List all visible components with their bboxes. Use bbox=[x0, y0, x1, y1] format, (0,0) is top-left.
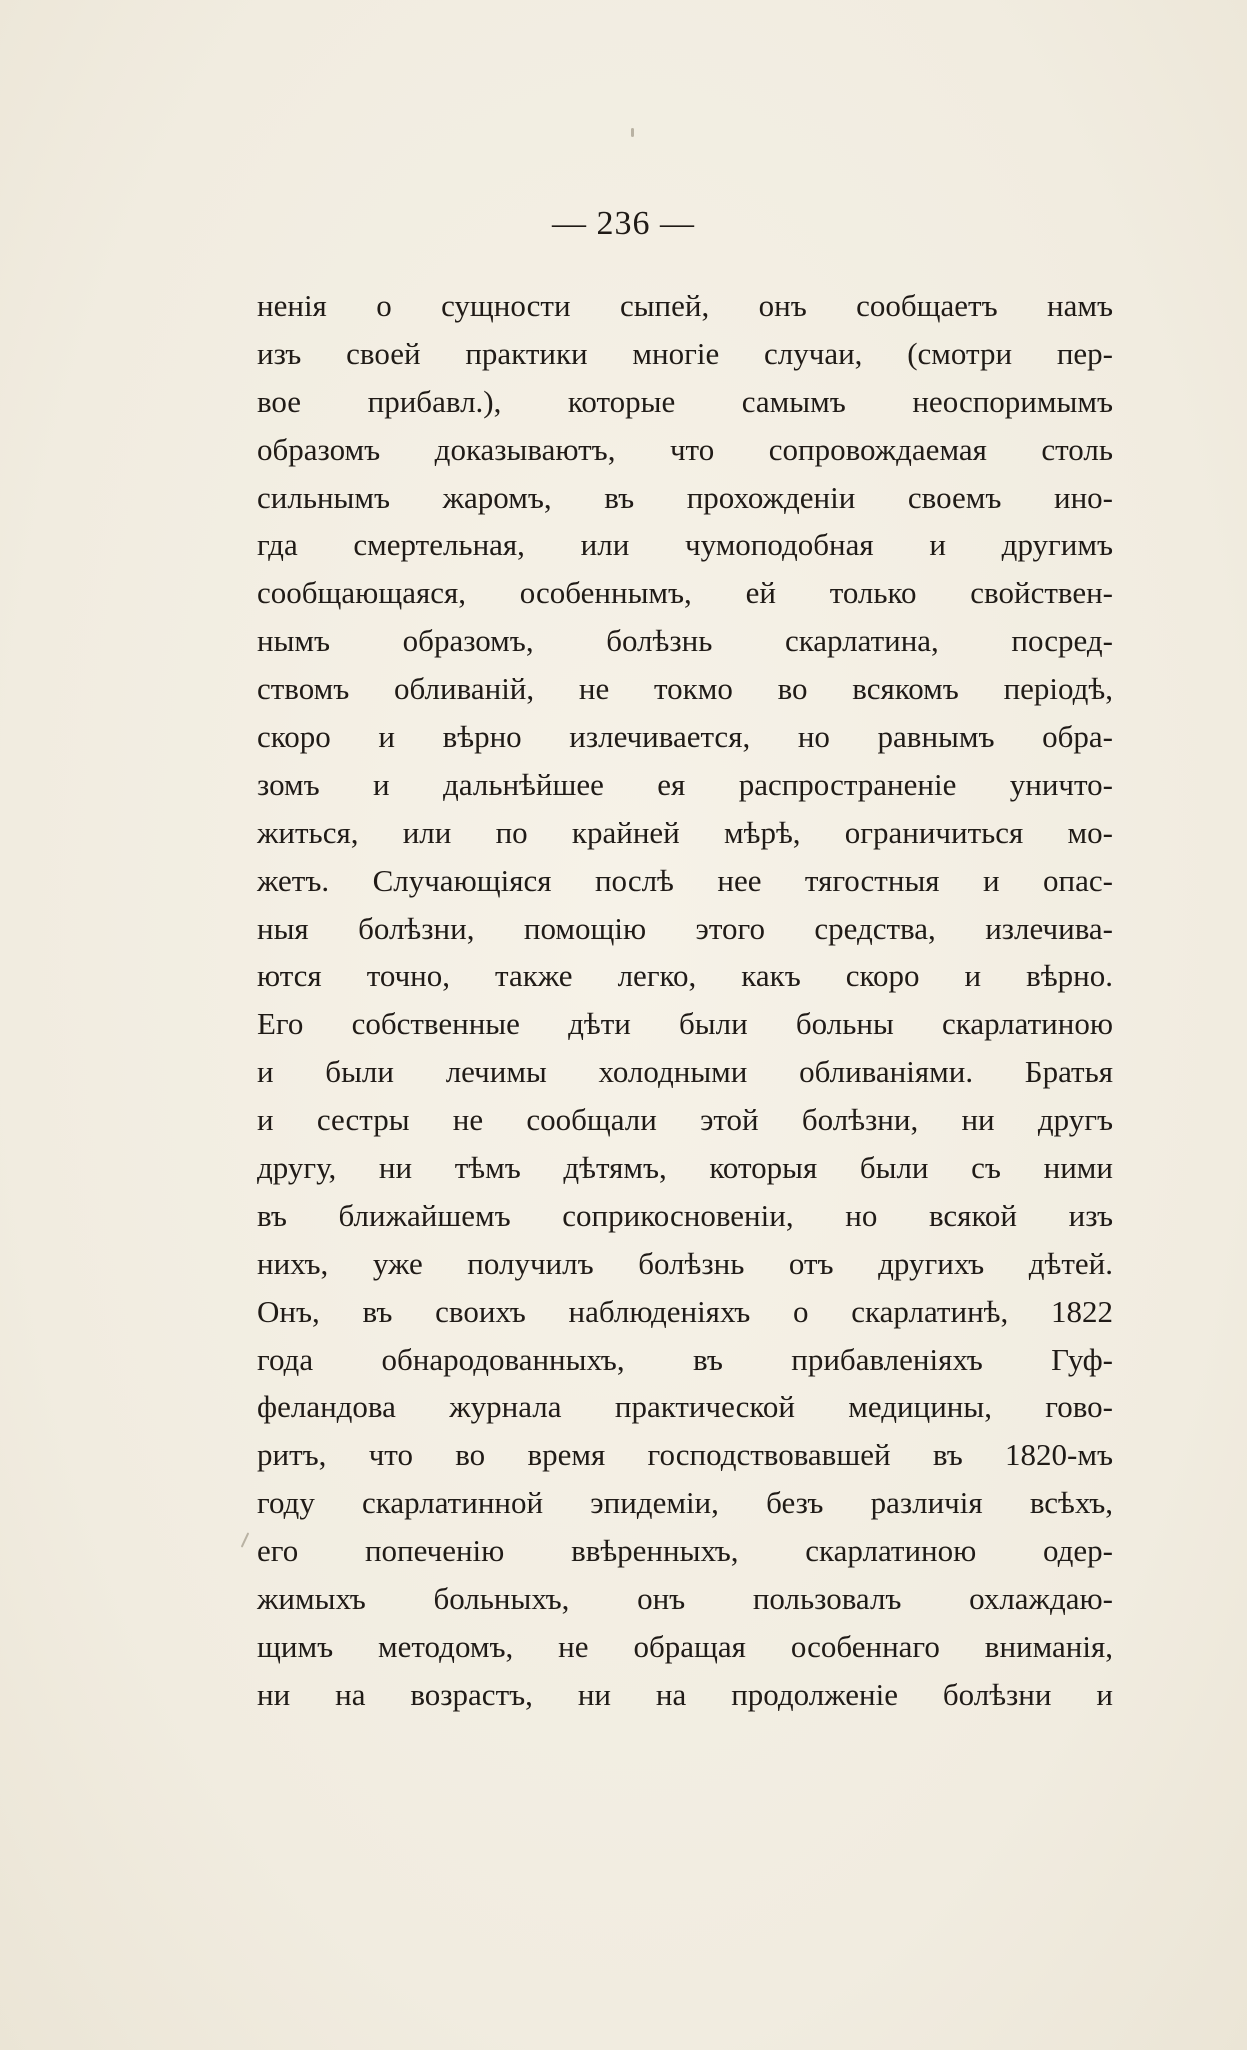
text-line: нихъ, уже получилъ болѣзнь отъ другихъ дѣтей. bbox=[257, 1245, 1113, 1281]
text-line: гда смертельная, или чумоподобная и другимъ bbox=[257, 527, 1113, 563]
text-line: его попеченію ввѣренныхъ, скарлатиною одер- bbox=[257, 1533, 1113, 1569]
text-line: житься, или по крайней мѣрѣ, ограничиться мо- bbox=[257, 814, 1113, 850]
paper-speck bbox=[241, 1532, 250, 1547]
text-line: ются точно, также легко, какъ скоро и вѣрно. bbox=[257, 958, 1113, 994]
text-line: скоро и вѣрно излечивается, но равнымъ обра- bbox=[257, 719, 1113, 755]
text-line: сообщающаяся, особеннымъ, ей только свойствен- bbox=[257, 575, 1113, 611]
text-line: вое прибавл.), которые самымъ неоспоримымъ bbox=[257, 383, 1113, 419]
text-line: другу, ни тѣмъ дѣтямъ, которыя были съ ними bbox=[257, 1150, 1113, 1186]
text-line: Его собственные дѣти были больны скарлатиною bbox=[257, 1006, 1113, 1042]
text-line: образомъ доказываютъ, что сопровождаемая столь bbox=[257, 431, 1113, 467]
text-line: въ ближайшемъ соприкосновеніи, но всякой изъ bbox=[257, 1197, 1113, 1233]
text-line: Онъ, въ своихъ наблюденіяхъ о скарлатинѣ, 1822 bbox=[257, 1293, 1113, 1329]
text-line: сильнымъ жаромъ, въ прохожденіи своемъ ино- bbox=[257, 479, 1113, 515]
paper-speck bbox=[631, 128, 634, 137]
text-line: ствомъ обливаній, не токмо во всякомъ періодѣ, bbox=[257, 671, 1113, 707]
text-line: году скарлатинной эпидеміи, безъ различія всѣхъ, bbox=[257, 1485, 1113, 1521]
text-line: жимыхъ больныхъ, онъ пользовалъ охлаждаю- bbox=[257, 1581, 1113, 1617]
text-line: и были лечимы холодными обливаніями. Братья bbox=[257, 1054, 1113, 1090]
text-line: ни на возрастъ, ни на продолженіе болѣзни и bbox=[257, 1676, 1113, 1712]
text-line: ритъ, что во время господствовавшей въ 1820-мъ bbox=[257, 1437, 1113, 1473]
body-text bbox=[257, 282, 1113, 1719]
text-line: ныя болѣзни, помощію этого средства, излечива- bbox=[257, 910, 1113, 946]
text-line: изъ своей практики многіе случаи, (смотри пер- bbox=[257, 335, 1113, 371]
text-line: зомъ и дальнѣйшее ея распространеніе уничто- bbox=[257, 766, 1113, 802]
text-line: феландова журнала практической медицины, гово- bbox=[257, 1389, 1113, 1425]
text-line: щимъ методомъ, не обращая особеннаго вниманія, bbox=[257, 1628, 1113, 1664]
text-line: и сестры не сообщали этой болѣзни, ни другъ bbox=[257, 1102, 1113, 1138]
text-line: жетъ. Случающіяся послѣ нее тягостныя и опас- bbox=[257, 862, 1113, 898]
text-line: года обнародованныхъ, въ прибавленіяхъ Гуф- bbox=[257, 1341, 1113, 1377]
page-number: — 236 — bbox=[552, 205, 695, 242]
text-line: нымъ образомъ, болѣзнь скарлатина, посред- bbox=[257, 623, 1113, 659]
text-line: нeнія о сущности сыпей, онъ сообщаетъ намъ bbox=[257, 288, 1113, 323]
